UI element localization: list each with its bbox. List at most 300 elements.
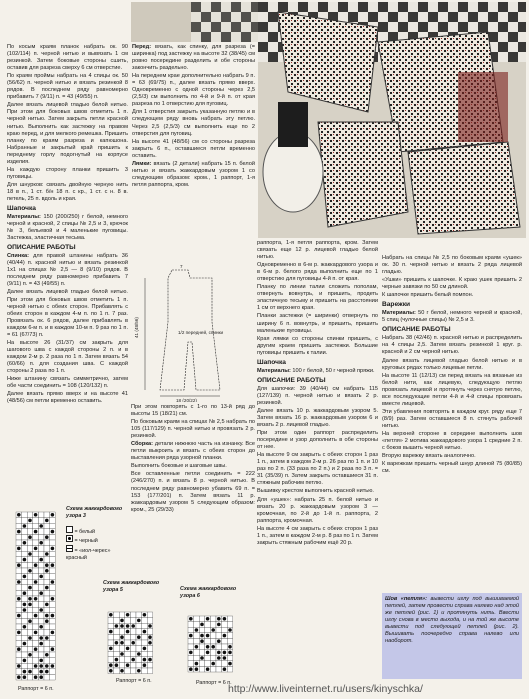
grid-cell: [142, 623, 148, 629]
grid-mark: [189, 651, 193, 655]
grid-cell: [22, 579, 28, 585]
grid-cell: [38, 585, 44, 591]
grid-mark: [189, 617, 193, 621]
grid-mark: [34, 664, 38, 668]
grid-cell: [108, 618, 114, 624]
grid-cell: [50, 618, 56, 624]
grid-cell: [119, 629, 125, 635]
grid-mark: [17, 580, 21, 584]
grid-cell: [199, 666, 205, 672]
c2-p3: Для 1 отверстия закрыть указанную петлю и в следующем ряду вновь набрать эту петлю. Через 2,5 (2,5/3) см выполнить еще по 2 отверстия для пуговиц.: [132, 109, 255, 137]
c3-p8: При этом один раппорт распределить посередине и узор дополнить в обе стороны от нее.: [257, 430, 378, 451]
grid-cell: [227, 633, 233, 639]
grid-cell: [188, 622, 194, 628]
grid-cell: [108, 651, 114, 657]
grid-cell: [44, 674, 50, 680]
section-heading-description-4: ОПИСАНИЕ РАБОТЫ: [382, 326, 451, 334]
grid-cell: [125, 618, 131, 624]
legend-black: = черный: [66, 535, 128, 545]
grid-mark: [39, 591, 43, 595]
grid-cell: [222, 661, 228, 667]
grid-cell: [125, 668, 131, 674]
grid-cell: [210, 655, 216, 661]
grid-cell: [136, 623, 142, 629]
grid-cell: [33, 669, 39, 675]
grid-cell: [114, 668, 120, 674]
grid-cell: [50, 523, 56, 529]
grid-cell: [38, 568, 44, 574]
grid-mark: [17, 563, 21, 567]
grid-mark: [17, 647, 21, 651]
c2-p5: При этом повторять с 1-го по 13-й ряд до высоты 15 (18/21) см.: [131, 404, 255, 418]
grid-mark: [223, 651, 227, 655]
diagram-height-label: 41 (48/56): [134, 317, 139, 338]
grid-cell: [194, 638, 200, 644]
c3-p10: Вышивку крестом выполнить красной нитью.: [257, 488, 374, 495]
grid-cell: [216, 627, 222, 633]
grid-mark: [148, 641, 152, 645]
grid-mark: [34, 547, 38, 551]
grid-cell: [22, 534, 28, 540]
grid-mark: [143, 658, 147, 662]
grid-cell: [27, 557, 33, 563]
grid-cell: [108, 657, 114, 663]
schema-3-title: Схема жаккардового узора 3: [66, 506, 123, 519]
grid-mark: [109, 613, 113, 617]
grid-cell: [16, 557, 22, 563]
grid-cell: [33, 557, 39, 563]
grid-cell: [227, 638, 233, 644]
grid-mark: [223, 617, 227, 621]
grid-mark: [217, 623, 221, 627]
grid-mark: [45, 670, 49, 674]
note-text: вывести иглу под вышиваемой петлей, затем провести справа налево над этой же петлей (рис. 1) и протянуть нить. Ввести иглу снова в место выхода, и на той же высоте вывести под следующей петлей (рис. 2). Вышивать поочередно справа налево или наоборот.: [385, 596, 519, 645]
grid-mark: [120, 619, 124, 623]
grid-mark: [45, 614, 49, 618]
column-2-lower: [131, 404, 255, 515]
grid-cell: [33, 618, 39, 624]
grid-cell: [44, 590, 50, 596]
grid-mark: [28, 619, 32, 623]
grid-mark: [217, 656, 221, 660]
grid-cell: [188, 638, 194, 644]
grid-cell: [16, 618, 22, 624]
grid-cell: [188, 644, 194, 650]
grid-cell: [44, 512, 50, 518]
grid-cell: [147, 629, 153, 635]
grid-cell: [147, 646, 153, 652]
grid-cell: [16, 602, 22, 608]
diagram-bottom-label: 18 (20/22): [176, 398, 197, 402]
stitch-note-box: [382, 593, 522, 679]
grid-cell: [27, 579, 33, 585]
grid-cell: [188, 661, 194, 667]
grid-mark: [23, 608, 27, 612]
grid-mark: [39, 541, 43, 545]
grid-mark: [51, 580, 55, 584]
grid-cell: [205, 638, 211, 644]
grid-cell: [38, 618, 44, 624]
grid-mark: [39, 642, 43, 646]
grid-cell: [210, 622, 216, 628]
grid-cell: [210, 616, 216, 622]
grid-cell: [38, 613, 44, 619]
grid-mark: [148, 635, 152, 639]
grid-cell: [16, 669, 22, 675]
grid-mark: [17, 530, 21, 534]
grid-cell: [216, 666, 222, 672]
grid-mark: [45, 552, 49, 556]
grid-cell: [22, 562, 28, 568]
c1-p5: Для шнурков: связать двойную черную нить 18 в п., 1 ст. б/н 18 п. с кр., 1 ст. с н. 8 в. петель, 25 п. вдоль и края.: [7, 181, 128, 202]
grid-mark: [206, 634, 210, 638]
grid-cell: [33, 518, 39, 524]
grid-mark: [28, 603, 32, 607]
grid-mark: [23, 675, 27, 679]
grid-mark: [39, 608, 43, 612]
grid-mark: [109, 663, 113, 667]
grid-cell: [22, 546, 28, 552]
grid-cell: [114, 651, 120, 657]
grid-cell: [199, 616, 205, 622]
grid-cell: [194, 650, 200, 656]
grid-mark: [51, 547, 55, 551]
grid-cell: [22, 512, 28, 518]
grid-mark: [23, 659, 27, 663]
grid-cell: [16, 652, 22, 658]
grid-mark: [217, 639, 221, 643]
grid-cell: [125, 657, 131, 663]
grid-cell: [16, 624, 22, 630]
grid-cell: [194, 633, 200, 639]
grid-mark: [23, 524, 27, 528]
grid-mark: [23, 575, 27, 579]
grid-mark: [206, 651, 210, 655]
grid-mark: [17, 597, 21, 601]
grid-mark: [120, 652, 124, 656]
grid-mark: [39, 524, 43, 528]
grid-cell: [27, 613, 33, 619]
grid-cell: [27, 663, 33, 669]
schema-6-rapport: Раппорт = 6 п.: [196, 680, 232, 686]
grid-mark: [143, 613, 147, 617]
grid-cell: [50, 658, 56, 664]
grid-cell: [33, 585, 39, 591]
c4-p8: На верхней стороне в середине выполнить шов «петля» 2 мотива жаккардового узора 1 средние 2 п. с боков вышить черной нитью.: [382, 430, 522, 452]
grid-mark: [51, 563, 55, 567]
grid-mark: [143, 663, 147, 667]
grid-mark: [206, 617, 210, 621]
grid-cell: [142, 668, 148, 674]
c4-p1: Набрать на спицы № 2,5 по боковым краям «ушек» ок. 30 п. черной нитью и вязать 2 ряда лицевой гладью.: [382, 255, 522, 276]
grid-cell: [22, 568, 28, 574]
grid-mark: [51, 614, 55, 618]
grid-cell: [22, 585, 28, 591]
grid-mark: [34, 647, 38, 651]
c1-p2: По краям проймы набрать на 4 спицы ок. 50 (56/62) п. черной нитью и вязать резинкой 8 рядов. В последнем ряду равномерно прибавить 7 (9/11) п. = 43 (49/55) п.: [7, 73, 128, 101]
grid-cell: [22, 518, 28, 524]
grid-cell: [44, 624, 50, 630]
grid-cell: [210, 666, 216, 672]
grid-cell: [44, 646, 50, 652]
c3-p4: Планки застежки (= ширинки) отвернуть по ширину 6 п. вовнутрь, и пришить, пришить маленькие пуговицы.: [257, 313, 378, 334]
grid-mark: [45, 519, 49, 523]
section-heading-varezhki: Варежки: [382, 301, 411, 309]
grid-mark: [131, 658, 135, 662]
grid-mark: [115, 624, 119, 628]
grid-cell: [205, 622, 211, 628]
c4-p6: На высоте 11 (12/13) см перед вязать на вязаные из белой нити, как лицевую, следующую петлю провязать лицевой и протянуть через снятую петлю, все последующие петли 4-й и 4-й спицы провязать вместе лицевой.: [382, 372, 522, 407]
schema-3-chart: [4, 504, 68, 689]
c2-pered: Перед: вязать, как спинку, для разреза (= ширинка) под застежку на высоте 32 (38/45) см ровно посередине разделить и обе стороны закончить раздельно.: [132, 44, 255, 72]
c3-p5: Края лямки со стороны спинки пришить, с другим краем пришить застежки. Большие пуговицы пришить к талии.: [257, 335, 378, 356]
grid-cell: [16, 574, 22, 580]
grid-cell: [210, 638, 216, 644]
grid-mark: [34, 513, 38, 517]
grid-cell: [27, 624, 33, 630]
grid-mark: [34, 631, 38, 635]
grid-cell: [130, 634, 136, 640]
grid-mark: [223, 667, 227, 671]
section-heading-shapochka: Шапочка: [257, 358, 286, 366]
grid-mark: [195, 662, 199, 666]
grid-mark: [109, 647, 113, 651]
grid-cell: [205, 627, 211, 633]
grid-cell: [199, 650, 205, 656]
grid-mark: [109, 630, 113, 634]
grid-cell: [136, 662, 142, 668]
grid-cell: [16, 523, 22, 529]
c3-p12: На высоте 4 см закрыть с обеих сторон 1 раз 1 п., затем в каждом 2-м р. 8 раз по 1 п. Затем закрыть стяжным рабочим ещё 20 р.: [257, 525, 378, 546]
grid-cell: [44, 658, 50, 664]
column-4: [382, 255, 522, 476]
grid-cell: [33, 658, 39, 664]
grid-cell: [210, 633, 216, 639]
grid-cell: [147, 651, 153, 657]
grid-cell: [227, 616, 233, 622]
grid-cell: [114, 634, 120, 640]
grid-cell: [130, 612, 136, 618]
grid-cell: [16, 518, 22, 524]
grid-mark: [17, 513, 21, 517]
grid-cell: [130, 668, 136, 674]
grid-mark: [39, 664, 43, 668]
grid-cell: [27, 630, 33, 636]
grid-cell: [114, 629, 120, 635]
grid-mark: [126, 613, 130, 617]
grid-cell: [108, 623, 114, 629]
grid-cell: [114, 612, 120, 618]
grid-cell: [22, 551, 28, 557]
grid-mark: [126, 663, 130, 667]
c4-materials: Материалы: 50 г белой, немного черной и красной, 5 спиц (чулочные спицы) № 2,5 и 3.: [382, 310, 522, 324]
grid-cell: [22, 613, 28, 619]
section-heading-description: ОПИСАНИЕ РАБОТЫ: [7, 244, 76, 252]
grid-mark: [23, 558, 27, 562]
grid-mark: [45, 563, 49, 567]
grid-mark: [28, 597, 32, 601]
grid-cell: [22, 529, 28, 535]
grid-mark: [28, 653, 32, 657]
c2-p6: По боковым краям на спицах № 2,5 набрать по 105 (117/129) п. черной нитью и провязать 2 р. резинкой.: [131, 419, 255, 440]
grid-cell: [142, 634, 148, 640]
grid-mark: [34, 580, 38, 584]
product-photo: [258, 2, 526, 238]
c1-p8: Ниже штанину связать симметрично, затем обе части соединить = 108 (120/132) п.: [7, 376, 128, 390]
grid-cell: [22, 596, 28, 602]
grid-cell: [222, 638, 228, 644]
grid-cell: [33, 652, 39, 658]
grid-mark: [223, 634, 227, 638]
pattern-diagram: [130, 262, 255, 402]
grid-cell: [50, 602, 56, 608]
grid-cell: [147, 662, 153, 668]
grid-cell: [38, 551, 44, 557]
grid-mark: [211, 628, 215, 632]
grid-mark: [223, 656, 227, 660]
grid-cell: [119, 662, 125, 668]
grid-mark: [126, 624, 130, 628]
grid-cell: [33, 590, 39, 596]
grid-cell: [16, 540, 22, 546]
grid-cell: [50, 607, 56, 613]
schema-3-rapport: Раппорт = 6 п.: [18, 686, 54, 692]
grid-cell: [33, 607, 39, 613]
grid-mark: [211, 645, 215, 649]
grid-cell: [50, 518, 56, 524]
legend-white: = белый: [66, 526, 128, 536]
grid-cell: [33, 534, 39, 540]
grid-mark: [131, 624, 135, 628]
grid-cell: [44, 529, 50, 535]
grid-cell: [142, 618, 148, 624]
grid-cell: [33, 635, 39, 641]
grid-cell: [33, 540, 39, 546]
grid-mark: [195, 628, 199, 632]
grid-mark: [45, 586, 49, 590]
c4-p5: Далее вязать лицевой гладью белой нитью и в круговых рядах только лицевые петли.: [382, 357, 522, 371]
grid-cell: [27, 523, 33, 529]
c4-p4: Набрать 38 (42/46) п. красной нитью и распределить на 4 спицы 2,5. Затем вязать резинкой 1 круг. р. красной и 2 см черной нитью.: [382, 335, 522, 356]
grid-cell: [136, 629, 142, 635]
schema-5-rapport: Раппорт = 6 п.: [116, 678, 152, 684]
grid-cell: [16, 585, 22, 591]
grid-cell: [16, 568, 22, 574]
grid-mark: [39, 575, 43, 579]
grid-cell: [188, 655, 194, 661]
grid-cell: [44, 641, 50, 647]
grid-cell: [50, 674, 56, 680]
grid-mark: [34, 597, 38, 601]
grid-mark: [228, 645, 232, 649]
grid-mark: [34, 530, 38, 534]
grid-mark: [23, 603, 27, 607]
grid-mark: [51, 530, 55, 534]
grid-cell: [27, 658, 33, 664]
grid-mark: [34, 675, 38, 679]
grid-cell: [33, 602, 39, 608]
grid-mark: [23, 625, 27, 629]
grid-mark: [228, 662, 232, 666]
grid-cell: [227, 622, 233, 628]
grid-cell: [44, 630, 50, 636]
grid-mark: [28, 636, 32, 640]
grid-mark: [23, 541, 27, 545]
grid-mark: [206, 645, 210, 649]
grid-mark: [17, 547, 21, 551]
c1-p7: На высоте 26 (31/37) см закрыть для шагового шва с каждой стороны 2 п. и в каждом 2-м р. 2 раза по 1 п. Затем вязать 54 (60/66) п. для создания шва. С каждой стороны 2 раза по 1 п.: [7, 339, 128, 374]
grid-mark: [39, 659, 43, 663]
grid-mark: [195, 645, 199, 649]
grid-cell: [44, 546, 50, 552]
column-3: [257, 240, 378, 548]
grid-mark: [137, 669, 141, 673]
grid-cell: [44, 574, 50, 580]
grid-cell: [27, 641, 33, 647]
c3-p7: Далее вязать 10 р. жаккардовым узором 5. Затем вязать 16 р. жаккардовым узором 6 и вязать 2 р. лицевой гладью.: [257, 407, 378, 429]
grid-mark: [39, 625, 43, 629]
grid-cell: [210, 650, 216, 656]
grid-mark: [200, 656, 204, 660]
c3-p3: Планку по линии талии сложить пополам, отвернуть вовнутрь, и пришить, продеть эластичную тесьму и пришить на расстоянии 1 см от верхнего края.: [257, 284, 378, 312]
grid-cell: [50, 534, 56, 540]
grid-cell: [222, 622, 228, 628]
c1-materials: Материалы: 150 (200/250) г белой, немного черной и красной, 2 спицы № 2,5 и 3, крючок № 3, бельевой и 4 маленькие пуговицы. Застежка, эластичная тесьма.: [7, 214, 128, 242]
grid-cell: [50, 540, 56, 546]
grid-mark: [34, 563, 38, 567]
grid-cell: [136, 646, 142, 652]
diagram-top-label: 7: [180, 264, 183, 269]
grid-mark: [120, 641, 124, 645]
c4-p2: «Ушки» пришить к шапочке. К краю ушек пришить 2 черные завязки по 50 см длиной.: [382, 277, 522, 291]
grid-cell: [38, 562, 44, 568]
c1-p9: Далее вязать прямо вверх и на высоте 41 (48/56) см петли временно оставить.: [7, 391, 128, 405]
grid-cell: [142, 640, 148, 646]
grid-mark: [200, 623, 204, 627]
c1-spinka: Спинка: для правой штанины набрать 36 (40/44) п. красной нитью и вязать резинкой 1x1 на спицах № 2,5 — 8 (9/10) рядов. В последнем ряду равномерно прибавить 7 (9/11) п. = 43 (49/55) п.: [7, 253, 129, 288]
grid-cell: [199, 627, 205, 633]
grid-cell: [114, 646, 120, 652]
grid-cell: [38, 546, 44, 552]
grid-cell: [130, 662, 136, 668]
grid-mark: [120, 669, 124, 673]
grid-cell: [38, 652, 44, 658]
c4-p9: Вторую варежку вязать аналогично.: [382, 453, 476, 460]
c3-materials: Материалы: 100 г белой, 50 г черной пряжи.: [257, 367, 375, 374]
grid-cell: [199, 661, 205, 667]
grid-cell: [50, 641, 56, 647]
grid-cell: [147, 668, 153, 674]
grid-cell: [50, 624, 56, 630]
grid-cell: [119, 657, 125, 663]
grid-cell: [38, 534, 44, 540]
grid-cell: [27, 546, 33, 552]
grid-mark: [217, 617, 221, 621]
watermark-url: http://www.liveinternet.ru/users/kinyschka/: [228, 683, 423, 695]
grid-mark: [45, 603, 49, 607]
grid-mark: [109, 669, 113, 673]
grid-mark: [148, 624, 152, 628]
grid-cell: [50, 635, 56, 641]
grid-mark: [137, 652, 141, 656]
grid-cell: [27, 674, 33, 680]
grid-mark: [228, 651, 232, 655]
grid-mark: [45, 569, 49, 573]
grid-mark: [148, 658, 152, 662]
grid-mark: [51, 597, 55, 601]
grid-mark: [23, 591, 27, 595]
grid-mark: [143, 630, 147, 634]
